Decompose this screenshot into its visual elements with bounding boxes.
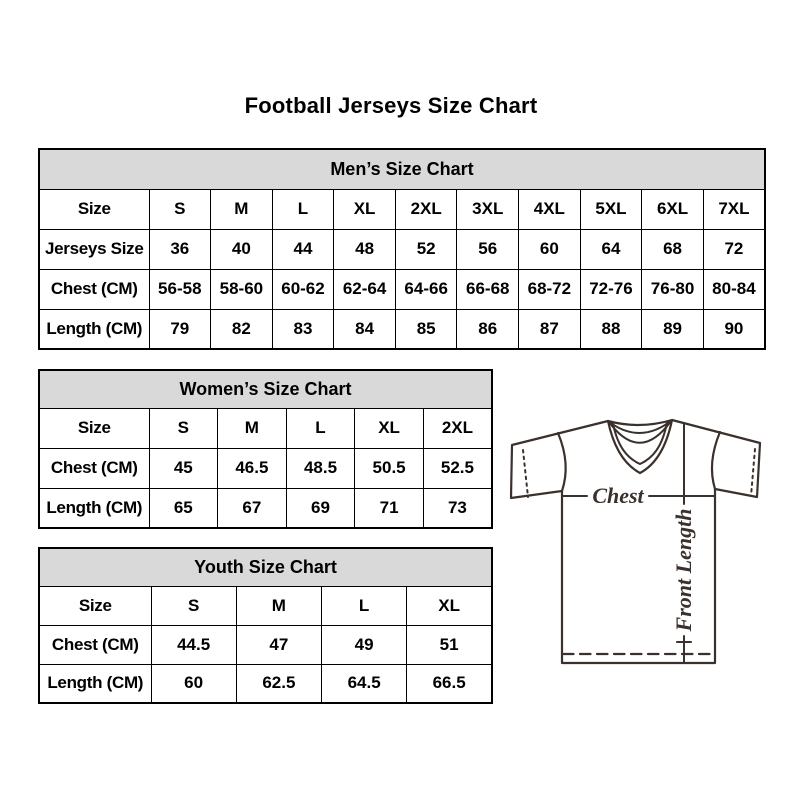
value-cell: 2XL [395,189,457,229]
youth-table [38,547,493,704]
value-cell: S [149,189,211,229]
value-cell: 7XL [703,189,765,229]
row-label: Size [39,408,149,448]
sleeve-stitch-left [523,450,528,497]
womens-size-chart [38,369,493,527]
value-cell: 82 [211,309,273,349]
mens-row [39,229,765,269]
value-cell: 64.5 [322,664,407,703]
value-cell: L [322,586,407,625]
youth-size-chart [38,547,493,703]
value-cell: 51 [407,625,492,664]
value-cell: 4XL [519,189,581,229]
value-cell: 64 [580,229,642,269]
value-cell: 56 [457,229,519,269]
womens-table [38,369,493,529]
value-cell: 60 [519,229,581,269]
value-cell: 5XL [580,189,642,229]
value-cell: 62.5 [236,664,321,703]
value-cell: 36 [149,229,211,269]
womens-table-header: Women’s Size Chart [39,370,492,408]
chest-measure-label: Chest [592,483,644,508]
value-cell: 68-72 [519,269,581,309]
youth-header-row [39,548,492,586]
mens-size-chart [38,148,766,348]
jersey-outline [511,420,760,663]
value-cell: 2XL [423,408,492,448]
youth-row [39,625,492,664]
value-cell: 89 [642,309,704,349]
value-cell: 58-60 [211,269,273,309]
womens-row [39,408,492,448]
value-cell: 83 [272,309,334,349]
value-cell: S [149,408,218,448]
armhole-seam-right [712,432,720,489]
sleeve-stitch-right [751,449,755,496]
youth-row [39,664,492,703]
value-cell: 69 [286,488,355,528]
youth-row [39,586,492,625]
mens-row [39,269,765,309]
value-cell: 85 [395,309,457,349]
value-cell: XL [355,408,424,448]
value-cell: 40 [211,229,273,269]
value-cell: 60-62 [272,269,334,309]
value-cell: M [218,408,287,448]
value-cell: 79 [149,309,211,349]
value-cell: S [151,586,236,625]
value-cell: 46.5 [218,448,287,488]
value-cell: 86 [457,309,519,349]
value-cell: 71 [355,488,424,528]
youth-table-header: Youth Size Chart [39,548,492,586]
value-cell: L [272,189,334,229]
mens-row [39,309,765,349]
value-cell: 48 [334,229,396,269]
value-cell: 66-68 [457,269,519,309]
value-cell: 73 [423,488,492,528]
value-cell: 80-84 [703,269,765,309]
value-cell: M [236,586,321,625]
jersey-diagram [503,403,775,673]
value-cell: 62-64 [334,269,396,309]
womens-header-row [39,370,492,408]
value-cell: 3XL [457,189,519,229]
row-label: Size [39,586,151,625]
value-cell: L [286,408,355,448]
value-cell: 67 [218,488,287,528]
row-label: Chest (CM) [39,448,149,488]
value-cell: 76-80 [642,269,704,309]
page-title: Football Jerseys Size Chart [244,93,538,118]
jersey-line-art [511,420,760,663]
womens-row [39,448,492,488]
womens-row [39,488,492,528]
mens-row [39,189,765,229]
value-cell: 66.5 [407,664,492,703]
value-cell: 88 [580,309,642,349]
row-label: Chest (CM) [39,625,151,664]
value-cell: 60 [151,664,236,703]
value-cell: 52.5 [423,448,492,488]
value-cell: 56-58 [149,269,211,309]
value-cell: 87 [519,309,581,349]
value-cell: 45 [149,448,218,488]
value-cell: M [211,189,273,229]
mens-table-header: Men’s Size Chart [39,149,765,189]
value-cell: 68 [642,229,704,269]
row-label: Length (CM) [39,664,151,703]
value-cell: XL [334,189,396,229]
value-cell: 64-66 [395,269,457,309]
value-cell: 48.5 [286,448,355,488]
row-label: Chest (CM) [39,269,149,309]
mens-table [38,148,766,350]
value-cell: 90 [703,309,765,349]
value-cell: 44 [272,229,334,269]
value-cell: 44.5 [151,625,236,664]
row-label: Size [39,189,149,229]
value-cell: 52 [395,229,457,269]
mens-header-row [39,149,765,189]
value-cell: 50.5 [355,448,424,488]
value-cell: 6XL [642,189,704,229]
armhole-seam-left [558,433,566,491]
value-cell: 49 [322,625,407,664]
value-cell: 65 [149,488,218,528]
row-label: Jerseys Size [39,229,149,269]
row-label: Length (CM) [39,488,149,528]
value-cell: 84 [334,309,396,349]
value-cell: 72-76 [580,269,642,309]
value-cell: XL [407,586,492,625]
row-label: Length (CM) [39,309,149,349]
front-length-measure-label: Front Length [671,508,696,632]
value-cell: 72 [703,229,765,269]
value-cell: 47 [236,625,321,664]
